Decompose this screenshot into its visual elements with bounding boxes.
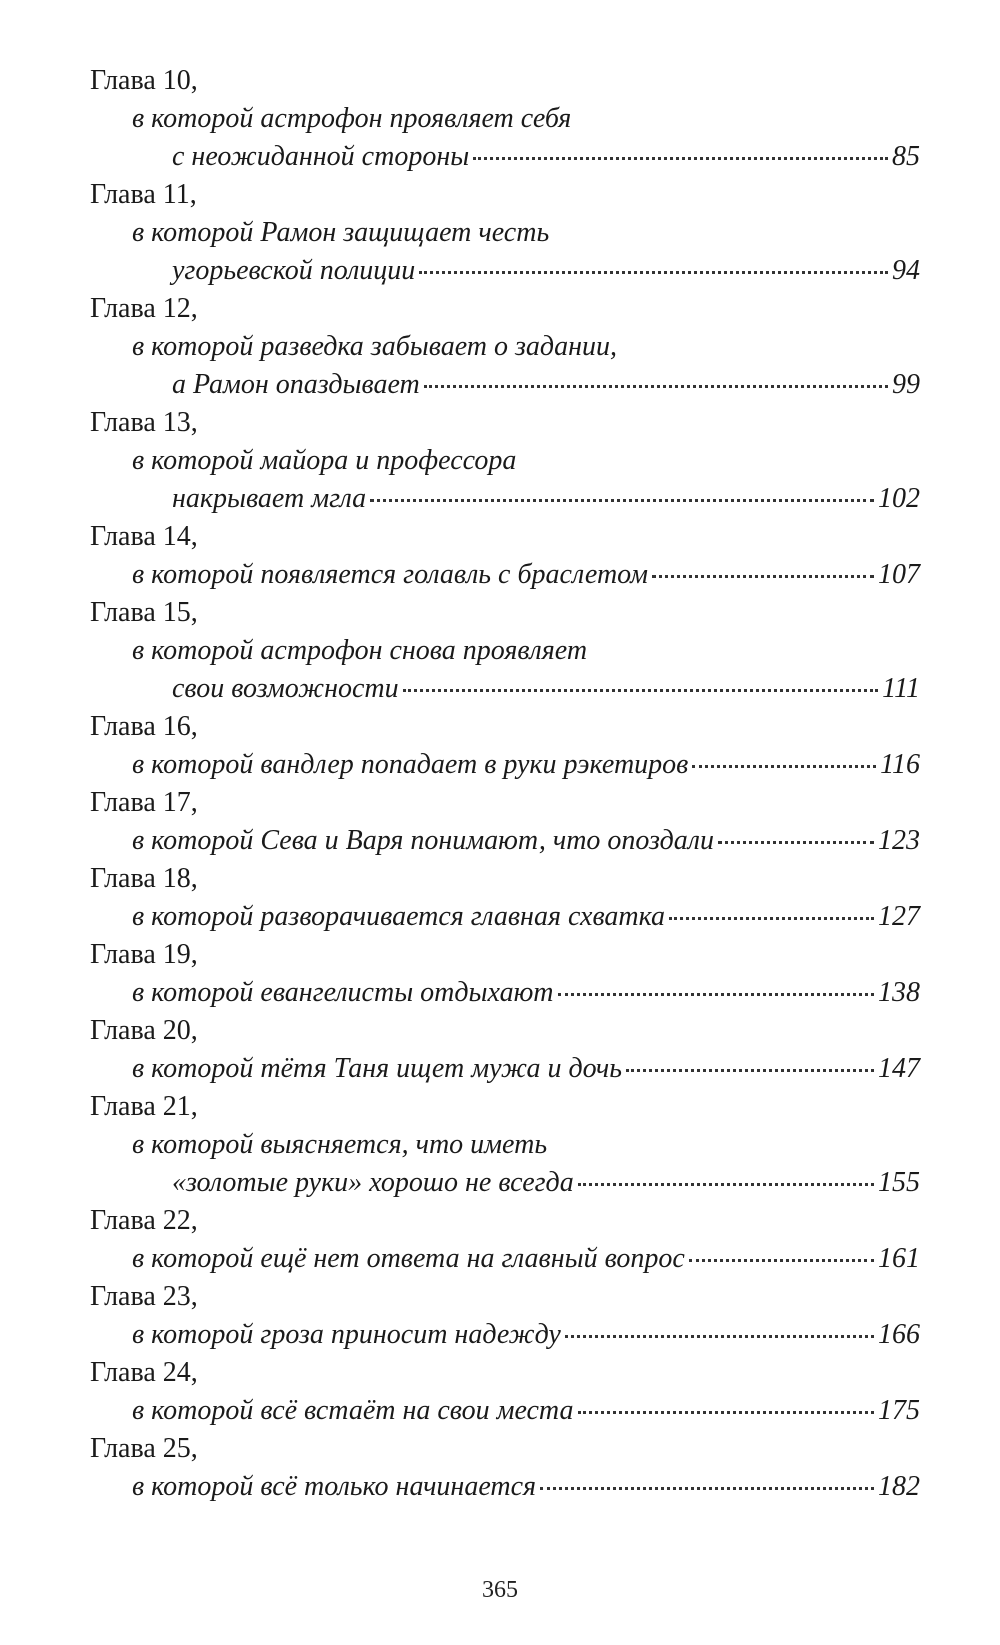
chapter-label: Глава 21, [90, 1091, 198, 1122]
chapter-label: Глава 12, [90, 293, 198, 324]
chapter-title-text: в которой выясняется, что иметь [132, 1129, 548, 1160]
chapter-title-line [90, 556, 920, 594]
toc-entry [90, 936, 920, 1012]
chapter-title-line [90, 822, 920, 860]
chapter-title-text: в которой вандлер попадает в руки рэкетиров [132, 749, 689, 780]
chapter-label: Глава 13, [90, 407, 198, 438]
toc-entry [90, 1202, 920, 1278]
chapter-title-text: а Рамон опаздывает [172, 369, 420, 400]
chapter-title-text: «золотые руки» хорошо не всегда [172, 1167, 574, 1198]
chapter-page-number: 147 [878, 1053, 920, 1084]
chapter-title-line [90, 100, 920, 138]
toc-entry [90, 176, 920, 290]
chapter-label: Глава 10, [90, 65, 198, 96]
toc-entry [90, 518, 920, 594]
page-number: 365 [482, 1577, 518, 1603]
toc-entry [90, 1088, 920, 1202]
dot-leader [692, 765, 876, 768]
chapter-page-number: 99 [892, 369, 920, 400]
chapter-page-number: 123 [878, 825, 920, 856]
dot-leader [424, 385, 888, 388]
chapter-page-number: 138 [878, 977, 920, 1008]
chapter-page-number: 175 [878, 1395, 920, 1426]
dot-leader [403, 689, 879, 692]
toc-entry [90, 860, 920, 936]
chapter-title-text: накрывает мгла [172, 483, 367, 514]
chapter-label: Глава 19, [90, 939, 198, 970]
chapter-page-number: 127 [878, 901, 920, 932]
chapter-label: Глава 16, [90, 711, 198, 742]
chapter-title-text: в которой всё встаёт на свои места [132, 1395, 574, 1426]
chapter-label: Глава 25, [90, 1433, 198, 1464]
chapter-label: Глава 20, [90, 1015, 198, 1046]
chapter-title-line [90, 1392, 920, 1430]
toc-entry [90, 708, 920, 784]
chapter-title-text: угорьевской полиции [172, 255, 416, 286]
chapter-label: Глава 18, [90, 863, 198, 894]
chapter-title-line [90, 1050, 920, 1088]
chapter-title-text: в которой Сева и Варя понимают, что опоздали [132, 825, 714, 856]
dot-leader [473, 157, 888, 160]
chapter-title-text: в которой тётя Таня ищет мужа и дочь [132, 1053, 623, 1084]
chapter-title-text: свои возможности [172, 673, 399, 704]
chapter-label: Глава 17, [90, 787, 198, 818]
toc-entry [90, 404, 920, 518]
chapter-title-text: в которой астрофон проявляет себя [132, 103, 572, 134]
chapter-label: Глава 23, [90, 1281, 198, 1312]
chapter-label: Глава 11, [90, 179, 197, 210]
chapter-title-line [90, 442, 920, 480]
dot-leader [718, 841, 874, 844]
toc-entry [90, 784, 920, 860]
chapter-page-number: 166 [878, 1319, 920, 1350]
chapter-page-number: 116 [880, 749, 920, 780]
chapter-title-line [90, 214, 920, 252]
dot-leader [419, 271, 888, 274]
chapter-title-text: в которой Рамон защищает честь [132, 217, 550, 248]
chapter-title-line [90, 670, 920, 708]
chapter-page-number: 182 [878, 1471, 920, 1502]
toc-entry [90, 1012, 920, 1088]
chapter-page-number: 85 [892, 141, 920, 172]
dot-leader [578, 1411, 875, 1414]
chapter-title-line [90, 1316, 920, 1354]
chapter-title-line [90, 632, 920, 670]
dot-leader [652, 575, 874, 578]
chapter-title-text: в которой ещё нет ответа на главный вопрос [132, 1243, 685, 1274]
toc-entry [90, 1278, 920, 1354]
chapter-label: Глава 15, [90, 597, 198, 628]
chapter-title-line [90, 252, 920, 290]
chapter-label: Глава 24, [90, 1357, 198, 1388]
toc-entry [90, 1354, 920, 1430]
dot-leader [578, 1183, 874, 1186]
table-of-contents [90, 62, 920, 1506]
dot-leader [540, 1487, 874, 1490]
dot-leader [689, 1259, 874, 1262]
chapter-title-text: в которой астрофон снова проявляет [132, 635, 588, 666]
chapter-page-number: 111 [882, 673, 920, 704]
chapter-title-text: в которой майора и профессора [132, 445, 517, 476]
toc-entry [90, 62, 920, 176]
toc-entry [90, 1430, 920, 1506]
dot-leader [558, 993, 874, 996]
dot-leader [565, 1335, 874, 1338]
chapter-title-line [90, 746, 920, 784]
chapter-page-number: 155 [878, 1167, 920, 1198]
chapter-page-number: 102 [878, 483, 920, 514]
chapter-title-line [90, 974, 920, 1012]
chapter-title-line [90, 366, 920, 404]
chapter-title-text: в которой появляется голавль с браслетом [132, 559, 648, 590]
chapter-title-text: в которой разворачивается главная схватка [132, 901, 666, 932]
chapter-title-text: в которой разведка забывает о задании, [132, 331, 617, 362]
chapter-title-text: в которой всё только начинается [132, 1471, 537, 1502]
dot-leader [669, 917, 874, 920]
chapter-title-text: в которой гроза приносит надежду [132, 1319, 561, 1350]
chapter-title-text: с неожиданной стороны [172, 141, 470, 172]
chapter-page-number: 161 [878, 1243, 920, 1274]
chapter-title-line [90, 898, 920, 936]
toc-entry [90, 290, 920, 404]
chapter-label: Глава 22, [90, 1205, 198, 1236]
dot-leader [370, 499, 874, 502]
chapter-title-line [90, 480, 920, 518]
chapter-page-number: 107 [878, 559, 920, 590]
chapter-title-line [90, 328, 920, 366]
chapter-label: Глава 14, [90, 521, 198, 552]
chapter-title-line [90, 1164, 920, 1202]
chapter-title-line [90, 1126, 920, 1164]
chapter-title-line [90, 1468, 920, 1506]
chapter-title-line [90, 138, 920, 176]
chapter-title-line [90, 1240, 920, 1278]
toc-entry [90, 594, 920, 708]
chapter-page-number: 94 [892, 255, 920, 286]
dot-leader [626, 1069, 874, 1072]
chapter-title-text: в которой евангелисты отдыхают [132, 977, 554, 1008]
